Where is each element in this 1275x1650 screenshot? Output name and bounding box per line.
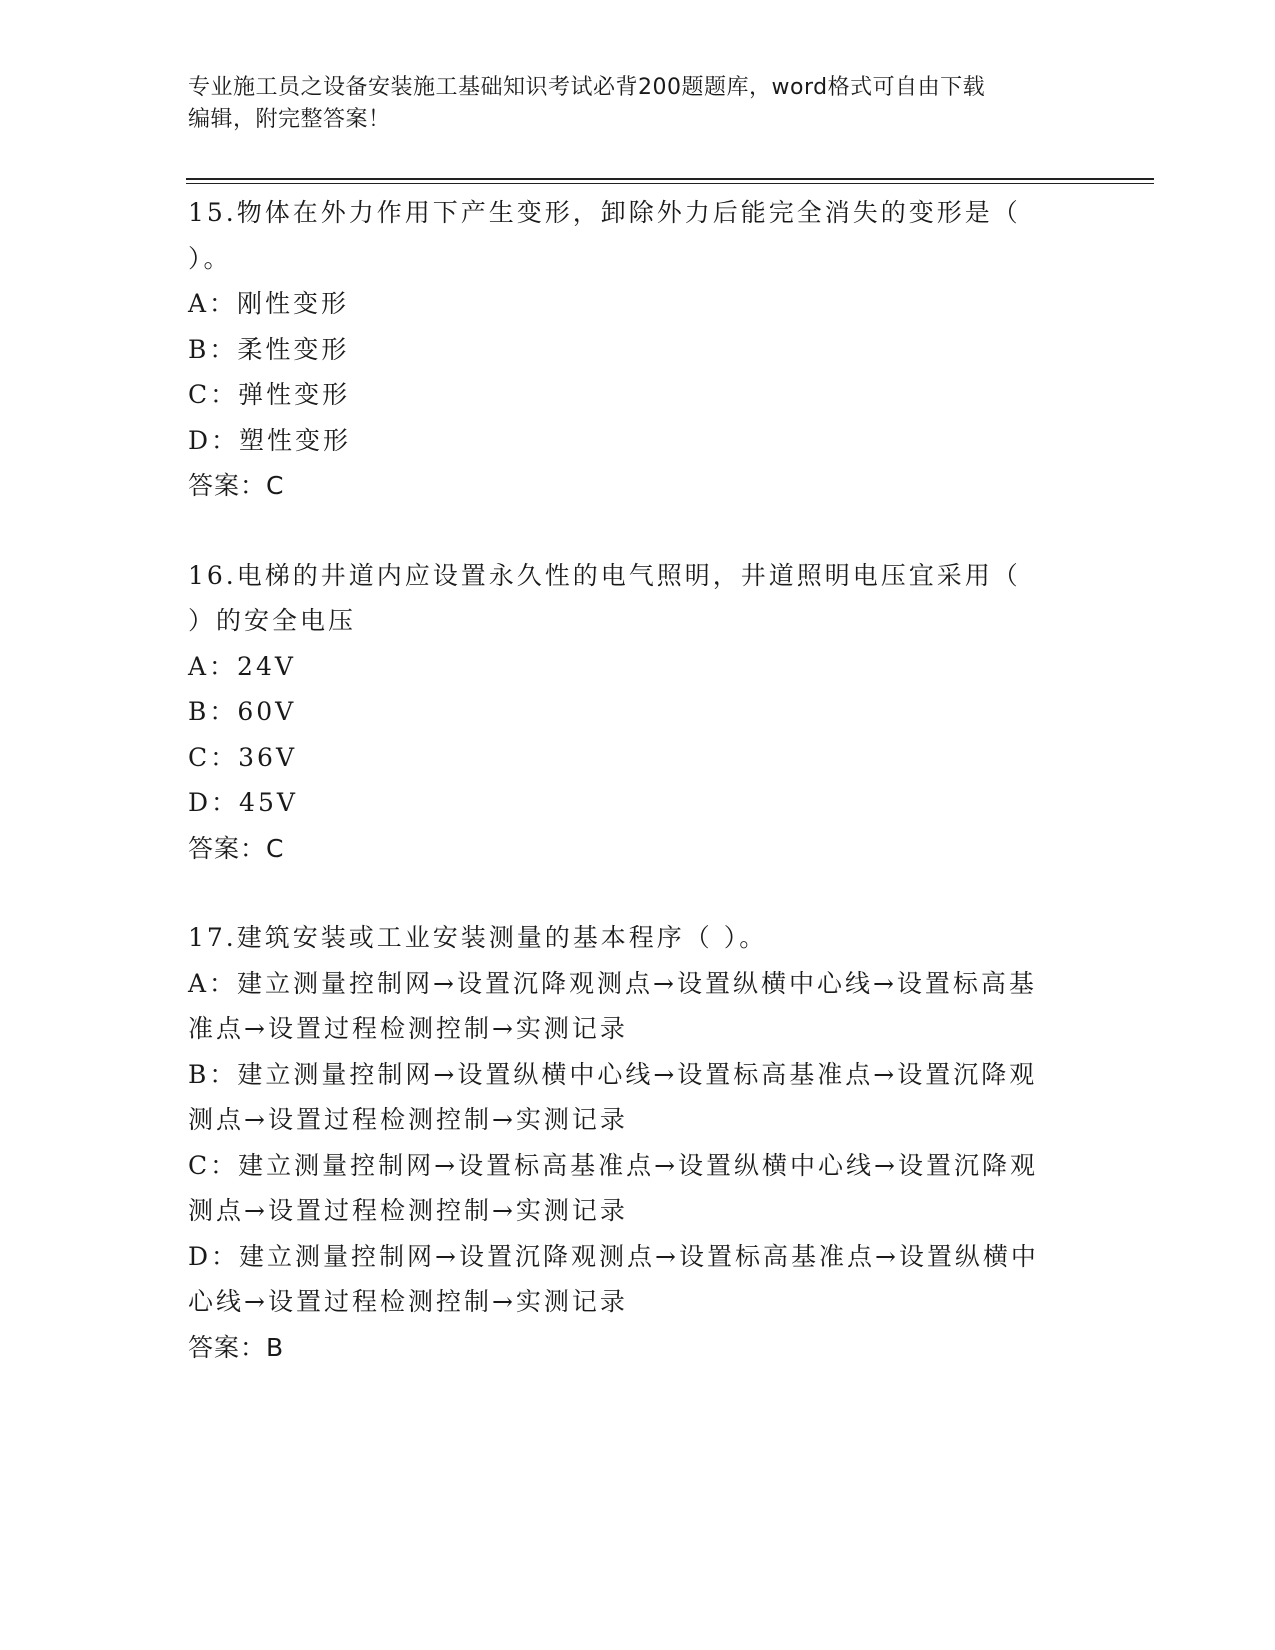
option-d-continued: 心线→设置过程检测控制→实测记录 <box>188 1287 628 1316</box>
option-a: A：建立测量控制网→设置沉降观测点→设置纵横中心线→设置标高基 <box>188 968 1037 998</box>
option-d: D：45V <box>188 788 298 817</box>
option-d: D：塑性变形 <box>188 425 352 455</box>
option-b: B：柔性变形 <box>188 334 350 364</box>
option-b-continued: 测点→设置过程检测控制→实测记录 <box>188 1105 628 1134</box>
option-b: B：建立测量控制网→设置纵横中心线→设置标高基准点→设置沉降观 <box>188 1059 1038 1089</box>
document-header <box>188 72 1068 136</box>
option-d: D：建立测量控制网→设置沉降观测点→设置标高基准点→设置纵横中 <box>188 1241 1039 1271</box>
option-c: C：弹性变形 <box>188 380 351 409</box>
header-line-2: 编辑，附完整答案！ <box>188 107 391 132</box>
option-a: A：刚性变形 <box>188 289 350 318</box>
option-b: B：60V <box>188 697 297 726</box>
answer: 答案：C <box>188 833 285 863</box>
option-a-continued: 准点→设置过程检测控制→实测记录 <box>188 1014 628 1043</box>
option-a: A：24V <box>188 651 296 681</box>
question-stem: 17.建筑安装或工业安装测量的基本程序（ ）。 <box>188 923 768 952</box>
question-stem: 15.物体在外力作用下产生变形，卸除外力后能完全消失的变形是（ <box>188 198 1021 227</box>
question-15 <box>188 190 1088 509</box>
question-16 <box>188 553 1088 872</box>
option-c: C：建立测量控制网→设置标高基准点→设置纵横中心线→设置沉降观 <box>188 1150 1038 1180</box>
answer: 答案：C <box>188 471 285 500</box>
question-stem: ）。 <box>188 243 232 273</box>
question-17 <box>188 915 1088 1370</box>
question-list <box>188 190 1088 1414</box>
question-stem: ）的安全电压 <box>188 606 357 635</box>
question-stem: 16.电梯的井道内应设置永久性的电气照明，井道照明电压宜采用（ <box>188 560 1021 590</box>
header-divider <box>186 178 1154 184</box>
option-c-continued: 测点→设置过程检测控制→实测记录 <box>188 1196 628 1225</box>
header-line-1: 专业施工员之设备安装施工基础知识考试必背200题题库，word格式可自由下载 <box>188 75 986 100</box>
answer: 答案：B <box>188 1332 285 1362</box>
option-c: C：36V <box>188 742 297 772</box>
